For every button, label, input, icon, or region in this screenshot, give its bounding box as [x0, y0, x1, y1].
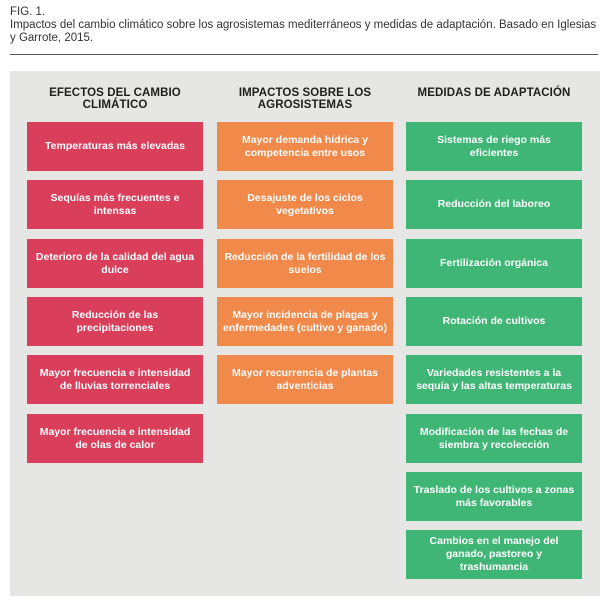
diagram-panel	[10, 71, 600, 596]
column-header-effects: EFECTOS DEL CAMBIO CLIMÁTICO	[49, 87, 181, 111]
column-header-measures: MEDIDAS DE ADAPTACIÓN	[417, 87, 571, 99]
caption-divider	[10, 54, 598, 55]
column-header-impacts: IMPACTOS SOBRE LOS AGROSISTEMAS	[238, 87, 372, 111]
measures-box: Variedades resistentes a la sequía y las altas temperaturas	[406, 355, 582, 404]
effects-box: Sequías más frecuentes e intensas	[27, 180, 203, 229]
effects-box: Deterioro de la calidad del agua dulce	[27, 239, 203, 288]
impacts-box: Mayor recurrencia de plantas adventicias	[217, 355, 393, 404]
effects-box: Mayor frecuencia e intensidad de olas de calor	[27, 414, 203, 463]
measures-box: Fertilización orgánica	[406, 239, 582, 288]
measures-box: Reducción del laboreo	[406, 180, 582, 229]
effects-box: Mayor frecuencia e intensidad de lluvias torrenciales	[27, 355, 203, 404]
measures-box: Sistemas de riego más eficientes	[406, 122, 582, 171]
measures-box: Traslado de los cultivos a zonas más favorables	[406, 472, 582, 521]
figure-label: FIG. 1.	[10, 6, 46, 18]
impacts-box: Mayor demanda hídrica y competencia entre usos	[217, 122, 393, 171]
measures-box: Cambios en el manejo del ganado, pastoreo y trashumancia	[406, 530, 582, 579]
impacts-box: Desajuste de los ciclos vegetativos	[217, 180, 393, 229]
measures-box: Modificación de las fechas de siembra y recolección	[406, 414, 582, 463]
effects-box: Temperaturas más elevadas	[27, 122, 203, 171]
impacts-box: Mayor incidencia de plagas y enfermedades (cultivo y ganado)	[217, 297, 393, 346]
impacts-box: Reducción de la fertilidad de los suelos	[217, 239, 393, 288]
effects-box: Reducción de las precipitaciones	[27, 297, 203, 346]
measures-box: Rotación de cultivos	[406, 297, 582, 346]
figure-caption	[10, 6, 600, 45]
figure-caption-text: Impactos del cambio climático sobre los agrosistemas mediterráneos y medidas de adaptación. Basado en Iglesias y Garrote, 2015.	[10, 19, 597, 44]
